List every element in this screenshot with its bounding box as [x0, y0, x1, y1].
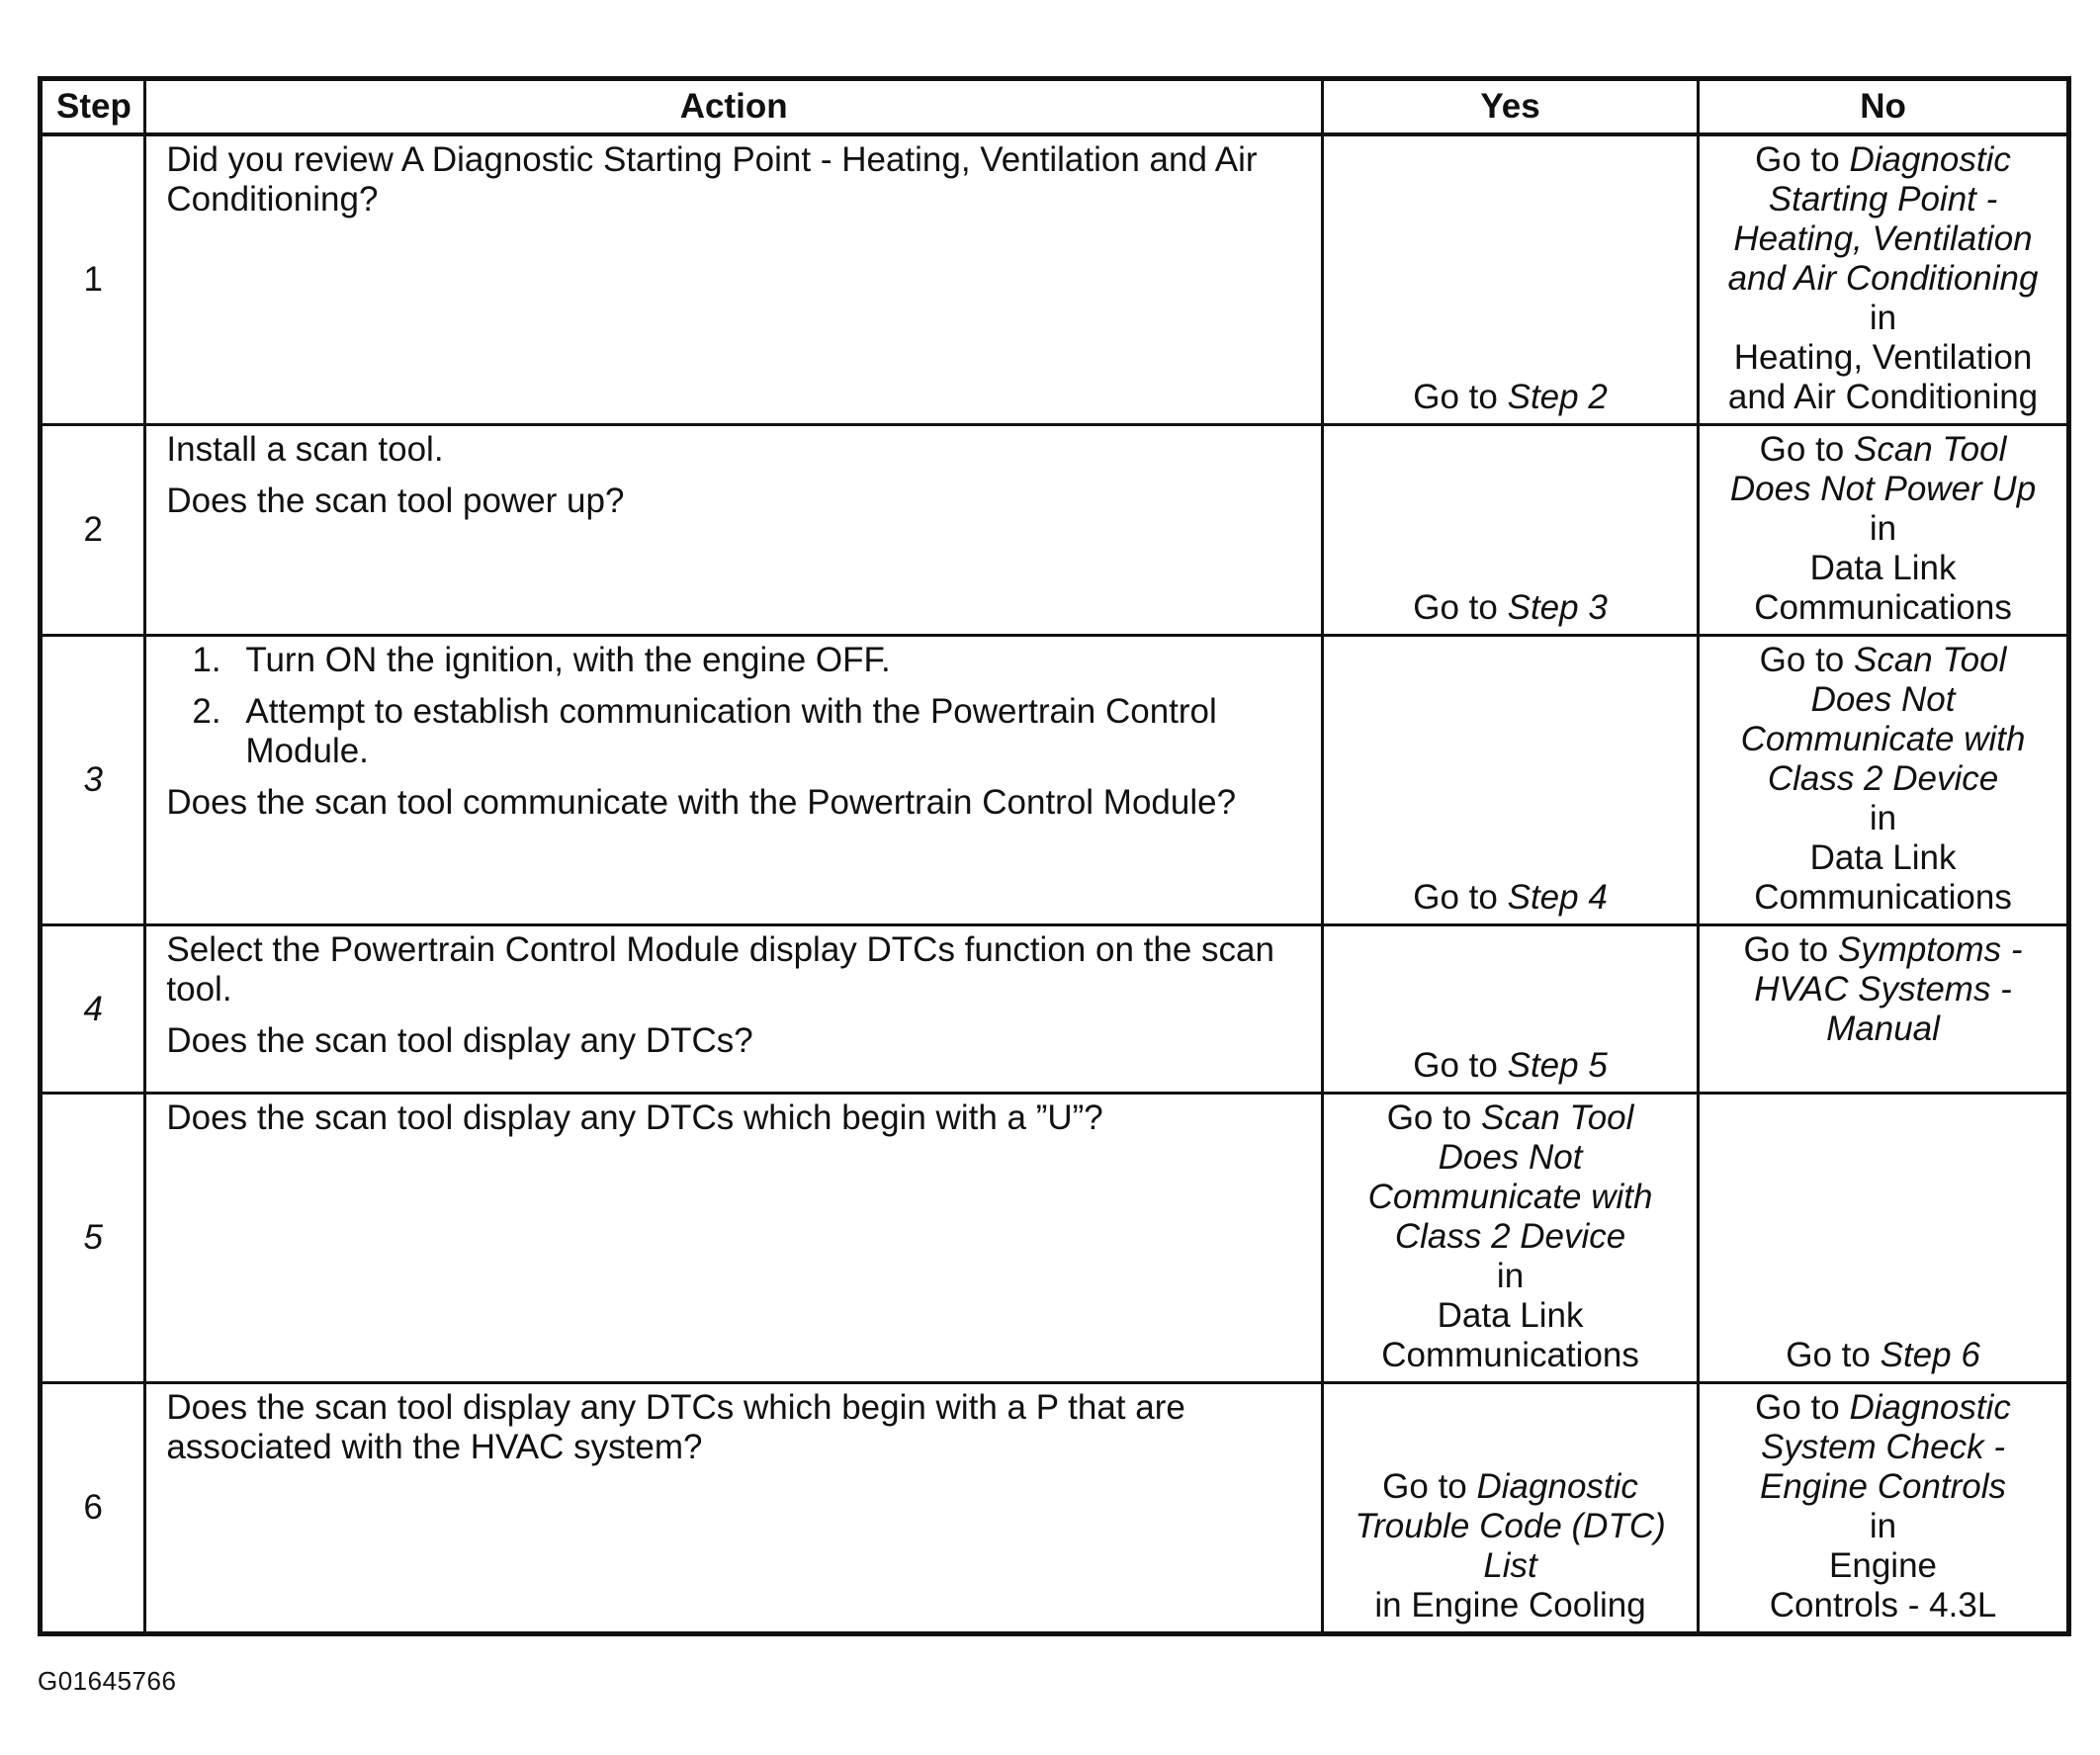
yes-cell [1323, 425, 1699, 636]
table-row-step-1 [41, 134, 2069, 425]
no-link-line[interactable]: System Check - [1761, 1428, 2006, 1466]
no-in: in [1869, 799, 1897, 837]
list-item-number: 1. [192, 641, 221, 679]
header-no: No [1699, 79, 2069, 135]
step-number: 5 [41, 1094, 145, 1383]
action-cell [145, 1383, 1323, 1634]
no-prefix: Go to [1759, 430, 1845, 469]
yes-link-step[interactable]: Step 4 [1507, 878, 1608, 917]
yes-cell [1323, 1094, 1699, 1383]
no-in: in [1869, 1507, 1897, 1545]
action-cell [145, 925, 1323, 1094]
no-ref-line: Communications [1754, 878, 2012, 917]
action-question: Does the scan tool display any DTCs which begin with a P that are associated with the HVAC system? [166, 1388, 1185, 1466]
yes-link-step[interactable]: Step 2 [1507, 378, 1608, 416]
action-cell [145, 134, 1323, 425]
no-link-line[interactable]: Diagnostic [1849, 140, 2011, 179]
action-cell [145, 636, 1323, 925]
no-prefix: Go to [1786, 1336, 1871, 1374]
no-ref-line: and Air Conditioning [1727, 378, 2039, 416]
yes-link-line[interactable]: Communicate with [1367, 1178, 1653, 1216]
no-in: in [1869, 509, 1897, 548]
yes-in: in [1496, 1257, 1525, 1295]
step-number: 3 [41, 636, 145, 925]
no-ref-line: Data Link [1809, 838, 1957, 877]
yes-link-step[interactable]: Step 5 [1507, 1046, 1608, 1085]
yes-cell [1323, 636, 1699, 925]
list-item-text: Attempt to establish communication with the Powertrain Control Module. [245, 692, 1217, 770]
table-row-step-4 [41, 925, 2069, 1094]
yes-link-line[interactable]: List [1483, 1546, 1537, 1585]
list-item-text: Turn ON the ignition, with the engine OFF. [245, 641, 891, 679]
yes-cell [1323, 134, 1699, 425]
yes-link-line[interactable]: Scan Tool [1481, 1098, 1634, 1137]
list-item-number: 2. [192, 692, 221, 731]
no-ref-line: Controls - 4.3L [1769, 1586, 1997, 1624]
action-text: Install a scan tool. [166, 430, 444, 469]
table-row-step-5 [41, 1094, 2069, 1383]
no-ref-line: Communications [1754, 588, 2012, 627]
list-item [166, 641, 1307, 680]
no-prefix: Go to [1755, 1388, 1840, 1427]
no-cell [1699, 1383, 2069, 1634]
table-row-step-2 [41, 425, 2069, 636]
step-number: 2 [41, 425, 145, 636]
no-cell [1699, 1094, 2069, 1383]
no-cell [1699, 925, 2069, 1094]
no-link-line[interactable]: Starting Point - [1768, 180, 1998, 219]
header-row [41, 79, 2069, 135]
yes-prefix: Go to [1382, 1467, 1467, 1506]
step-number: 6 [41, 1383, 145, 1634]
yes-link-line[interactable]: Does Not [1438, 1138, 1583, 1177]
yes-link-line[interactable]: Class 2 Device [1394, 1217, 1626, 1256]
no-in: in [1869, 299, 1897, 337]
list-item [166, 692, 1307, 771]
header-yes: Yes [1323, 79, 1699, 135]
no-cell [1699, 134, 2069, 425]
no-prefix: Go to [1755, 140, 1840, 179]
action-text: Select the Powertrain Control Module display DTCs function on the scan tool. [166, 930, 1274, 1009]
yes-ref-line: Data Link [1437, 1296, 1584, 1335]
no-link-line[interactable]: and Air Conditioning [1727, 259, 2039, 298]
no-link-line[interactable]: Symptoms - [1837, 930, 2023, 969]
table-row-step-3 [41, 636, 2069, 925]
yes-link-line[interactable]: Trouble Code (DTC) [1355, 1507, 1666, 1545]
no-link-line[interactable]: Does Not Power Up [1729, 470, 2037, 508]
yes-prefix: Go to [1413, 588, 1498, 627]
yes-prefix: Go to [1413, 378, 1498, 416]
no-ref-line: Engine [1829, 1546, 1938, 1585]
action-question: Does the scan tool communicate with the Powertrain Control Module? [166, 783, 1237, 822]
no-link-line[interactable]: Does Not [1810, 680, 1956, 719]
yes-link-line[interactable]: Diagnostic [1476, 1467, 1638, 1506]
no-link-line[interactable]: Engine Controls [1760, 1467, 2007, 1506]
yes-link-step[interactable]: Step 3 [1507, 588, 1608, 627]
header-action: Action [145, 79, 1323, 135]
no-link-line[interactable]: Scan Tool [1854, 430, 2007, 469]
no-link-line[interactable]: Diagnostic [1849, 1388, 2011, 1427]
no-link-step[interactable]: Step 6 [1880, 1336, 1980, 1374]
no-link-line[interactable]: Communicate with [1740, 720, 2026, 758]
no-link-line[interactable]: Heating, Ventilation [1733, 219, 2033, 258]
no-prefix: Go to [1743, 930, 1829, 969]
action-question: Does the scan tool display any DTCs? [166, 1021, 753, 1060]
action-question: Does the scan tool power up? [166, 482, 625, 520]
action-steps-list [166, 641, 1307, 771]
no-ref-line: Data Link [1809, 549, 1957, 587]
step-number: 1 [41, 134, 145, 425]
no-cell [1699, 425, 2069, 636]
figure-id: G01645766 [38, 1666, 177, 1696]
action-cell [145, 425, 1323, 636]
action-text: Did you review A Diagnostic Starting Point - Heating, Ventilation and Air Conditioning? [166, 140, 1258, 219]
yes-prefix: Go to [1413, 1046, 1498, 1085]
header-step: Step [41, 79, 145, 135]
yes-prefix: Go to [1413, 878, 1498, 917]
no-link-line[interactable]: Scan Tool [1854, 641, 2007, 679]
action-question: Does the scan tool display any DTCs which begin with a ”U”? [166, 1098, 1103, 1137]
yes-prefix: Go to [1386, 1098, 1472, 1137]
yes-ref-line: in Engine Cooling [1374, 1586, 1646, 1624]
no-ref-line: Heating, Ventilation [1733, 338, 2033, 377]
no-cell [1699, 636, 2069, 925]
action-cell [145, 1094, 1323, 1383]
diagnostic-table [38, 76, 2071, 1636]
step-number: 4 [41, 925, 145, 1094]
yes-ref-line: Communications [1381, 1336, 1639, 1374]
no-link-line[interactable]: HVAC Systems - [1754, 970, 2012, 1009]
no-prefix: Go to [1759, 641, 1845, 679]
no-link-line[interactable]: Class 2 Device [1767, 759, 1999, 798]
no-link-line[interactable]: Manual [1826, 1009, 1940, 1048]
yes-cell [1323, 1383, 1699, 1634]
yes-cell [1323, 925, 1699, 1094]
table-row-step-6 [41, 1383, 2069, 1634]
